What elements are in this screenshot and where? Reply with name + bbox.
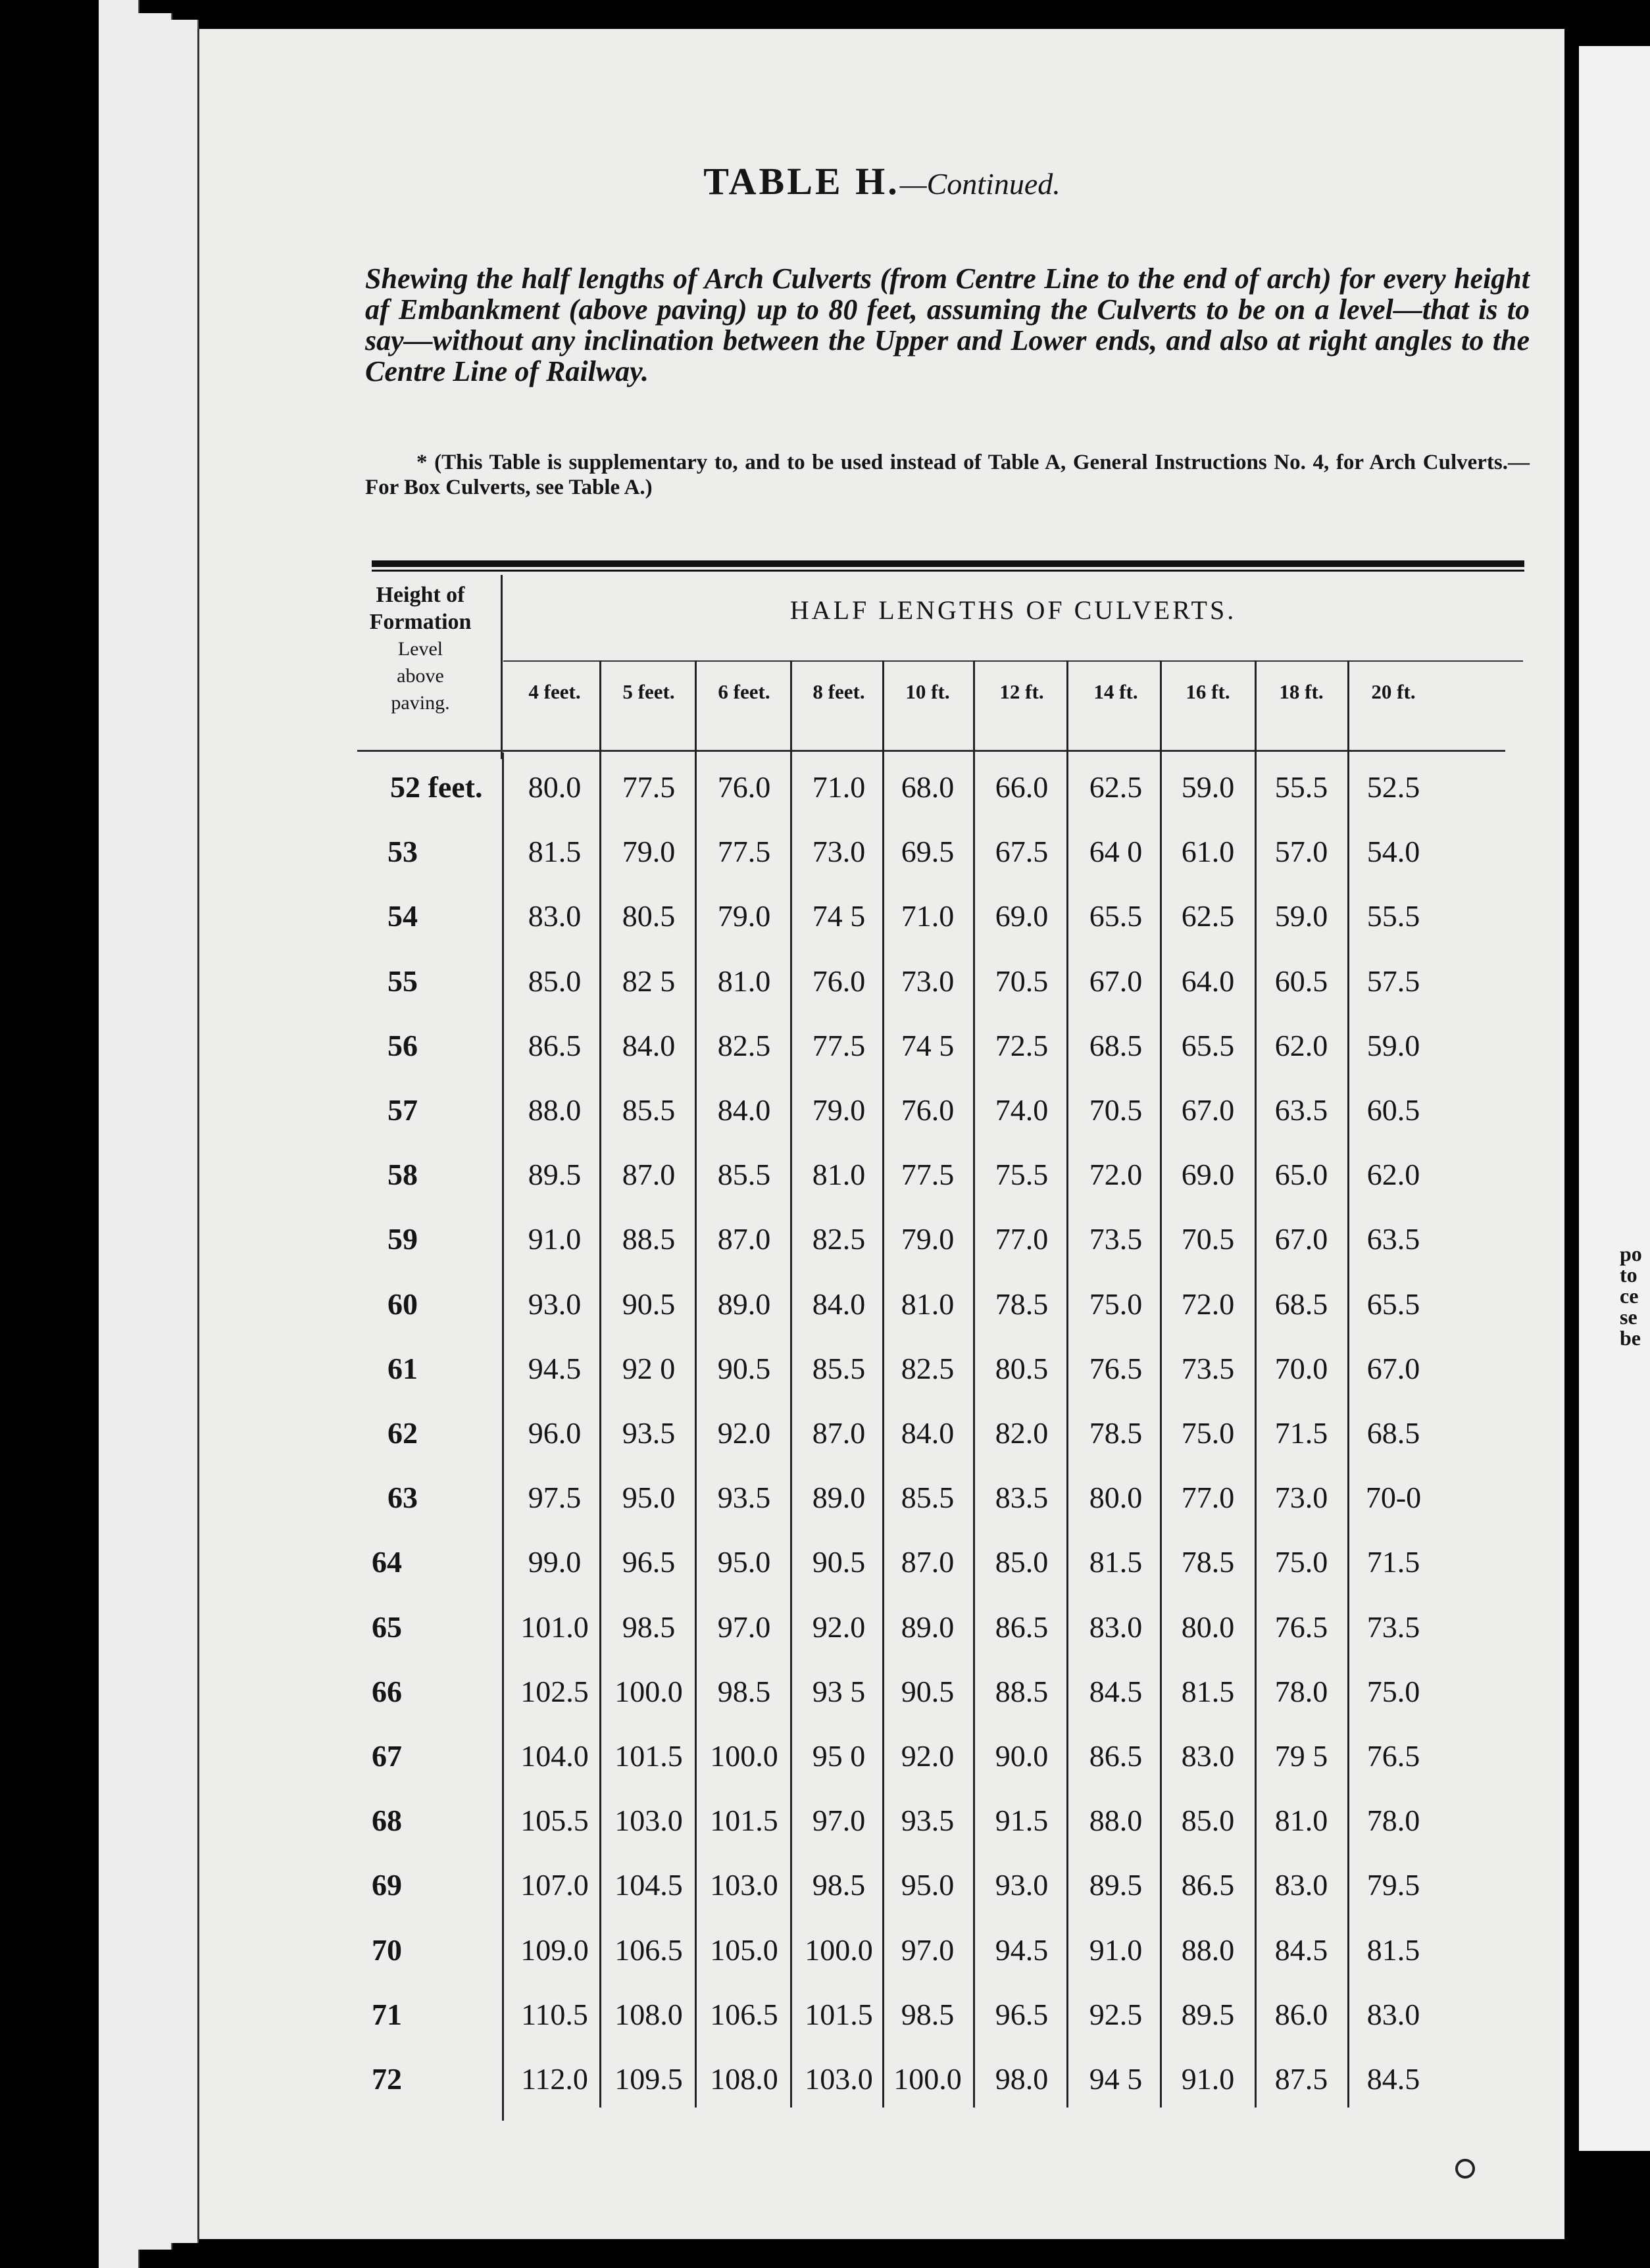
table-cell: 85.0: [995, 1545, 1049, 1579]
table-cell: 89.0: [812, 1481, 866, 1515]
table-cell: 83.0: [1181, 1739, 1235, 1773]
table-cell: 86.5: [1089, 1739, 1143, 1773]
table-cell: 104.5: [614, 1868, 683, 1902]
table-row: [199, 901, 1564, 966]
table-cell: 96.5: [622, 1545, 676, 1579]
table-cell: 84.0: [901, 1416, 955, 1450]
table-cell: 71.0: [901, 899, 955, 933]
table-row: [199, 2064, 1564, 2129]
table-cell: 76.5: [1274, 1610, 1328, 1644]
table-cell: 103.0: [710, 1868, 778, 1902]
table-cell: 66.0: [995, 770, 1049, 804]
table-cell: 109.5: [614, 2062, 683, 2096]
table-cell: 60.5: [1274, 964, 1328, 998]
table-cell: 75.0: [1089, 1287, 1143, 1321]
table-cell: 73.5: [1181, 1351, 1235, 1385]
table-cell: 95.0: [717, 1545, 771, 1579]
table-cell: 76.0: [717, 770, 771, 804]
table-cell: 81.5: [1089, 1545, 1143, 1579]
table-cell: 62.5: [1089, 770, 1143, 804]
table-cell: 76.5: [1366, 1739, 1420, 1773]
table-cell: 85.0: [528, 964, 582, 998]
table-cell: 87.5: [1274, 2062, 1328, 2096]
page-edge: [138, 13, 172, 2250]
table-cell: 107.0: [520, 1868, 589, 1902]
table-cell: 68.5: [1274, 1287, 1328, 1321]
adjacent-page-strip: [1579, 46, 1650, 2151]
table-cell: 73.5: [1089, 1222, 1143, 1256]
column-header: 8 feet.: [813, 680, 865, 703]
table-cell: 79.0: [622, 835, 676, 869]
table-cell: 72.5: [995, 1028, 1049, 1062]
table-cell: 81.0: [901, 1287, 955, 1321]
table-cell: 78.0: [1274, 1674, 1328, 1708]
table-cell: 79.5: [1366, 1868, 1420, 1902]
table-cell: 80.0: [1089, 1481, 1143, 1515]
table-cell: 79.0: [717, 899, 771, 933]
table-cell: 73.0: [812, 835, 866, 869]
column-header: 6 feet.: [718, 680, 770, 703]
table-cell: 67.0: [1366, 1351, 1420, 1385]
table-cell: 73.0: [901, 964, 955, 998]
table-cell: 88.0: [1089, 1804, 1143, 1838]
table-cell: 65.0: [1274, 1158, 1328, 1192]
table-cell: 86.5: [528, 1028, 582, 1062]
table-cell: 98.5: [812, 1868, 866, 1902]
table-cell: 95.0: [901, 1868, 955, 1902]
table-cell: 85.5: [622, 1093, 676, 1127]
table-cell: 65.5: [1181, 1028, 1235, 1062]
table-cell: 76.5: [1089, 1351, 1143, 1385]
table-cell: 78.0: [1366, 1804, 1420, 1838]
table-cell: 98.5: [717, 1674, 771, 1708]
table-cell: 77.5: [812, 1028, 866, 1062]
table-cell: 63.5: [1366, 1222, 1420, 1256]
table-cell: 74.0: [995, 1093, 1049, 1127]
row-height-label: 57: [388, 1093, 418, 1127]
row-height-label: 72: [372, 2062, 402, 2096]
column-header: 12 ft.: [999, 680, 1044, 703]
table-cell: 103.0: [614, 1804, 683, 1838]
table-cell: 67.5: [995, 835, 1049, 869]
table-cell: 84.5: [1089, 1674, 1143, 1708]
table-cell: 74 5: [812, 899, 866, 933]
table-cell: 80.0: [1181, 1610, 1235, 1644]
table-cell: 94.5: [995, 1933, 1049, 1967]
table-cell: 63.5: [1274, 1093, 1328, 1127]
table-cell: 92.0: [717, 1416, 771, 1450]
table-cell: 96.0: [528, 1416, 582, 1450]
table-cell: 95 0: [812, 1739, 866, 1773]
column-divider: [501, 575, 503, 759]
table-cell: 67.0: [1181, 1093, 1235, 1127]
table-cell: 97.5: [528, 1481, 582, 1515]
table-cell: 103.0: [805, 2062, 873, 2096]
row-height-label: 52 feet.: [390, 770, 483, 804]
table-cell: 100.0: [710, 1739, 778, 1773]
table-cell: 77.0: [1181, 1481, 1235, 1515]
table-row: [199, 837, 1564, 901]
table-row: [199, 772, 1564, 837]
table-cell: 110.5: [521, 1997, 588, 2031]
table-cell: 88.5: [995, 1674, 1049, 1708]
table-cell: 102.5: [520, 1674, 589, 1708]
table-cell: 101.5: [805, 1997, 873, 2031]
page-edge: [99, 0, 139, 2268]
row-height-label: 55: [388, 964, 418, 998]
column-header: 14 ft.: [1093, 680, 1138, 703]
table-cell: 64.0: [1181, 964, 1235, 998]
table-cell: 105.0: [710, 1933, 778, 1967]
table-row: [199, 1028, 1564, 1095]
table-cell: 62.5: [1181, 899, 1235, 933]
table-row: [199, 1160, 1564, 1224]
table-row: [199, 1806, 1564, 1870]
table-cell: 104.0: [520, 1739, 589, 1773]
table-cell: 85.5: [901, 1481, 955, 1515]
table-cell: 85.5: [717, 1158, 771, 1192]
table-cell: 90.5: [812, 1545, 866, 1579]
table-cell: 79.0: [812, 1093, 866, 1127]
row-height-label: 70: [372, 1933, 402, 1967]
table-cell: 67.0: [1274, 1222, 1328, 1256]
table-cell: 78.5: [995, 1287, 1049, 1321]
table-cell: 93.0: [995, 1868, 1049, 1902]
table-cell: 71.0: [812, 770, 866, 804]
table-cell: 80.5: [995, 1351, 1049, 1385]
table-cell: 59.0: [1274, 899, 1328, 933]
table-cell: 89.5: [1181, 1997, 1235, 2031]
table-row: [199, 1674, 1564, 1741]
table-row: [199, 1418, 1564, 1483]
table-cell: 73.5: [1366, 1610, 1420, 1644]
table-row: [199, 1741, 1564, 1806]
table-cell: 70.0: [1274, 1351, 1328, 1385]
table-cell: 91.0: [528, 1222, 582, 1256]
table-row: [199, 1483, 1564, 1547]
table-row: [199, 1870, 1564, 1935]
column-header: 18 ft.: [1279, 680, 1324, 703]
table-cell: 100.0: [893, 2062, 962, 2096]
table-cell: 84.0: [717, 1093, 771, 1127]
table-cell: 52.5: [1366, 770, 1420, 804]
table-cell: 90.0: [995, 1739, 1049, 1773]
row-header: Height of Formation Level above paving.: [369, 583, 472, 714]
table-cell: 100.0: [805, 1933, 873, 1967]
table-cell: 74 5: [901, 1028, 955, 1062]
table-cell: 75.0: [1366, 1674, 1420, 1708]
table-cell: 54.0: [1366, 835, 1420, 869]
table-cell: 88.0: [528, 1093, 582, 1127]
table-cell: 84.5: [1274, 1933, 1328, 1967]
table-cell: 77.5: [901, 1158, 955, 1192]
table-cell: 91.0: [1181, 2062, 1235, 2096]
table-cell: 75.5: [995, 1158, 1049, 1192]
header-rule: [372, 560, 1524, 567]
table-cell: 108.0: [614, 1997, 683, 2031]
table-cell: 77.5: [622, 770, 676, 804]
table-cell: 72.0: [1181, 1287, 1235, 1321]
page-edge: [171, 20, 199, 2243]
table-cell: 86.0: [1274, 1997, 1328, 2031]
row-height-label: 59: [388, 1222, 418, 1256]
table-row: [199, 1612, 1564, 1677]
table-cell: 86.5: [995, 1610, 1049, 1644]
table-cell: 82.5: [812, 1222, 866, 1256]
table-cell: 90.5: [622, 1287, 676, 1321]
table-cell: 68.0: [901, 770, 955, 804]
table-cell: 69.0: [995, 899, 1049, 933]
table-cell: 70.5: [995, 964, 1049, 998]
table-cell: 70.5: [1089, 1093, 1143, 1127]
table-cell: 79.0: [901, 1222, 955, 1256]
table-cell: 60.5: [1366, 1093, 1420, 1127]
table-cell: 90.5: [717, 1351, 771, 1385]
table-cell: 78.5: [1181, 1545, 1235, 1579]
group-header: HALF LENGTHS OF CULVERTS.: [789, 595, 1237, 625]
table-cell: 87.0: [901, 1545, 955, 1579]
table-cell: 57.0: [1274, 835, 1328, 869]
table-row: [199, 966, 1564, 1031]
table-cell: 81.0: [717, 964, 771, 998]
table-cell: 64 0: [1089, 835, 1143, 869]
table-cell: 88.0: [1181, 1933, 1235, 1967]
row-height-label: 60: [388, 1287, 418, 1321]
column-header: 20 ft.: [1371, 680, 1416, 703]
table-cell: 59.0: [1366, 1028, 1420, 1062]
table-cell: 69.5: [901, 835, 955, 869]
table-cell: 80.0: [528, 770, 582, 804]
column-header: 16 ft.: [1186, 680, 1230, 703]
table-cell: 89.5: [528, 1158, 582, 1192]
table-cell: 95.0: [622, 1481, 676, 1515]
table-cell: 70-0: [1365, 1481, 1422, 1515]
table-cell: 91.0: [1089, 1933, 1143, 1967]
table-cell: 109.0: [520, 1933, 589, 1967]
table-cell: 81.5: [1181, 1674, 1235, 1708]
table-cell: 62.0: [1274, 1028, 1328, 1062]
row-height-label: 54: [388, 899, 418, 933]
table-row: [199, 1547, 1564, 1612]
table-cell: 79 5: [1274, 1739, 1328, 1773]
table-cell: 92 0: [622, 1351, 676, 1385]
group-header-rule: [503, 660, 1523, 662]
table-cell: 88.5: [622, 1222, 676, 1256]
table-cell: 105.5: [520, 1804, 589, 1838]
table-cell: 93 5: [812, 1674, 866, 1708]
table-cell: 83.0: [1089, 1610, 1143, 1644]
table-cell: 73.0: [1274, 1481, 1328, 1515]
table-cell: 83.0: [1274, 1868, 1328, 1902]
table-cell: 98.0: [995, 2062, 1049, 2096]
table-cell: 68.5: [1089, 1028, 1143, 1062]
table-cell: 101.5: [614, 1739, 683, 1773]
table-cell: 83.0: [528, 899, 582, 933]
table-cell: 106.5: [614, 1933, 683, 1967]
row-height-label: 67: [372, 1739, 402, 1773]
table-cell: 97.0: [901, 1933, 955, 1967]
table-cell: 92.0: [901, 1739, 955, 1773]
table-cell: 80.5: [622, 899, 676, 933]
table-cell: 94 5: [1089, 2062, 1143, 2096]
table-cell: 77.5: [717, 835, 771, 869]
header-rule: [372, 570, 1524, 572]
table-cell: 96.5: [995, 1997, 1049, 2031]
table-cell: 98.5: [901, 1997, 955, 2031]
table-cell: 86.5: [1181, 1868, 1235, 1902]
table-cell: 65.5: [1089, 899, 1143, 933]
table-cell: 77.0: [995, 1222, 1049, 1256]
row-height-label: 71: [372, 1997, 402, 2031]
table-cell: 93.5: [622, 1416, 676, 1450]
table-cell: 92.5: [1089, 1997, 1143, 2031]
table-cell: 55.5: [1274, 770, 1328, 804]
column-header: 4 feet.: [528, 680, 581, 703]
table-cell: 67.0: [1089, 964, 1143, 998]
table-cell: 62.0: [1366, 1158, 1420, 1192]
table-cell: 81.0: [1274, 1804, 1328, 1838]
table-cell: 92.0: [812, 1610, 866, 1644]
row-height-label: 56: [388, 1028, 418, 1062]
table-cell: 83.5: [995, 1481, 1049, 1515]
table-cell: 99.0: [528, 1545, 582, 1579]
table-row: [199, 1351, 1564, 1418]
table-cell: 93.5: [717, 1481, 771, 1515]
row-height-label: 68: [372, 1804, 402, 1838]
table-cell: 71.5: [1274, 1416, 1328, 1450]
column-header: 5 feet.: [622, 680, 675, 703]
table-cell: 97.0: [717, 1610, 771, 1644]
row-height-label: 62: [388, 1416, 418, 1450]
table-cell: 55.5: [1366, 899, 1420, 933]
table-cell: 98.5: [622, 1610, 676, 1644]
table-row: [199, 1095, 1564, 1160]
table-cell: 81.5: [528, 835, 582, 869]
table-cell: 82.5: [717, 1028, 771, 1062]
table-cell: 89.0: [717, 1287, 771, 1321]
table-cell: 108.0: [710, 2062, 778, 2096]
row-height-label: 66: [372, 1674, 402, 1708]
table-cell: 68.5: [1366, 1416, 1420, 1450]
table-cell: 93.0: [528, 1287, 582, 1321]
table-cell: 84.0: [622, 1028, 676, 1062]
table-row: [199, 1935, 1564, 2000]
row-height-label: 69: [372, 1868, 402, 1902]
table-cell: 90.5: [901, 1674, 955, 1708]
table-cell: 71.5: [1366, 1545, 1420, 1579]
table-cell: 75.0: [1181, 1416, 1235, 1450]
row-height-label: 58: [388, 1158, 418, 1192]
table-cell: 81.5: [1366, 1933, 1420, 1967]
table-cell: 65.5: [1366, 1287, 1420, 1321]
adjacent-page-text: po to ce se be: [1620, 1242, 1642, 1350]
table-cell: 76.0: [901, 1093, 955, 1127]
header-bottom-rule: [357, 750, 1505, 752]
table-cell: 72.0: [1089, 1158, 1143, 1192]
row-height-label: 63: [388, 1481, 418, 1515]
column-header: 10 ft.: [905, 680, 950, 703]
table-cell: 89.5: [1089, 1868, 1143, 1902]
table-cell: 76.0: [812, 964, 866, 998]
table-cell: 100.0: [614, 1674, 683, 1708]
page-title: TABLE H.—Continued.: [703, 160, 1061, 203]
table-cell: 101.0: [520, 1610, 589, 1644]
table-cell: 85.0: [1181, 1804, 1235, 1838]
table-cell: 87.0: [622, 1158, 676, 1192]
table-cell: 57.5: [1366, 964, 1420, 998]
table-cell: 81.0: [812, 1158, 866, 1192]
film-mark-icon: [1455, 2159, 1475, 2179]
table-row: [199, 1289, 1564, 1354]
table-row: [199, 1997, 1564, 2064]
table-cell: 89.0: [901, 1610, 955, 1644]
table-description: Shewing the half lengths of Arch Culverts (from Centre Line to the end of arch) for every height af Embankment (above paving) up to 80 feet, assuming the Culverts to be on a level—that is to say—without any inclination between the Upper and Lower ends, and also at right angles to the Centre Line of Railway.: [365, 262, 1530, 387]
table-cell: 97.0: [812, 1804, 866, 1838]
table-cell: 82 5: [622, 964, 676, 998]
table-cell: 75.0: [1274, 1545, 1328, 1579]
table-note: * (This Table is supplementary to, and to be used instead of Table A, General Instructions No. 4, for Arch Culverts.—For Box Culverts, see Table A.): [365, 451, 1530, 499]
table-cell: 82.5: [901, 1351, 955, 1385]
table-cell: 112.0: [521, 2062, 588, 2096]
row-height-label: 53: [388, 835, 418, 869]
table-cell: 91.5: [995, 1804, 1049, 1838]
table-cell: 70.5: [1181, 1222, 1235, 1256]
table-cell: 85.5: [812, 1351, 866, 1385]
table-cell: 87.0: [812, 1416, 866, 1450]
table-cell: 94.5: [528, 1351, 582, 1385]
row-height-label: 65: [372, 1610, 402, 1644]
table-cell: 87.0: [717, 1222, 771, 1256]
table-cell: 84.5: [1366, 2062, 1420, 2096]
table-cell: 84.0: [812, 1287, 866, 1321]
table-cell: 59.0: [1181, 770, 1235, 804]
table-row: [199, 1224, 1564, 1289]
row-height-label: 64: [372, 1545, 402, 1579]
table-cell: 82.0: [995, 1416, 1049, 1450]
table-cell: 78.5: [1089, 1416, 1143, 1450]
table-cell: 83.0: [1366, 1997, 1420, 2031]
document-page: [197, 29, 1564, 2239]
row-height-label: 61: [388, 1351, 418, 1385]
table-cell: 106.5: [710, 1997, 778, 2031]
table-cell: 93.5: [901, 1804, 955, 1838]
table-cell: 61.0: [1181, 835, 1235, 869]
table-cell: 101.5: [710, 1804, 778, 1838]
table-cell: 69.0: [1181, 1158, 1235, 1192]
